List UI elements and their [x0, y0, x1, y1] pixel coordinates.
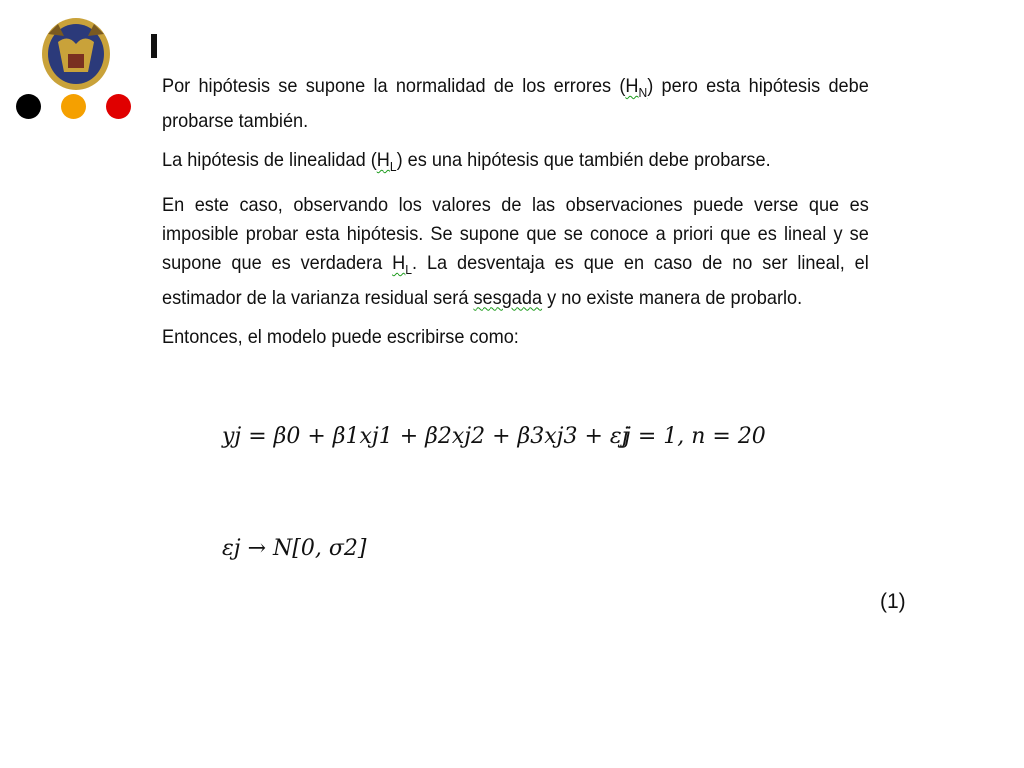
equation-index: j = 1, n = 20: [624, 424, 766, 449]
paragraph-normality: Por hipótesis se supone la normalidad de los errores $(H_N)$ pero esta hipótesis debe probarse también.: [162, 75, 869, 132]
university-seal-logo: [38, 14, 114, 92]
equation-error: εj → N[0, σ2]: [222, 536, 367, 561]
orange-dot: [61, 94, 86, 119]
slide-text: [162, 72, 869, 362]
black-dot: [16, 94, 41, 119]
title-cursor-bar: [151, 34, 157, 58]
paragraph-linearity: La hipótesis de linealidad $(H_L)$ es una hipótesis que también debe probarse.: [162, 148, 771, 174]
decor-dots: [16, 94, 131, 119]
red-dot: [106, 94, 131, 119]
paragraph-model-intro: Entonces, el modelo puede escribirse como:: [162, 325, 519, 348]
equation-number: (1): [880, 590, 906, 613]
paragraph-case: En este caso, observando los valores de las observaciones puede verse que es imposible probar esta hipótesis. Se supone que se conoce a priori que es lineal y se supone que es verdadera $H_L$. La desventaja es que en caso de no ser lineal, el estimador de la varianza residual será sesgada y no existe manera de probarlo.: [162, 193, 869, 309]
equation-model: yj = β0 + β1xj1 + β2xj2 + β3xj3 + εj: [222, 424, 629, 449]
